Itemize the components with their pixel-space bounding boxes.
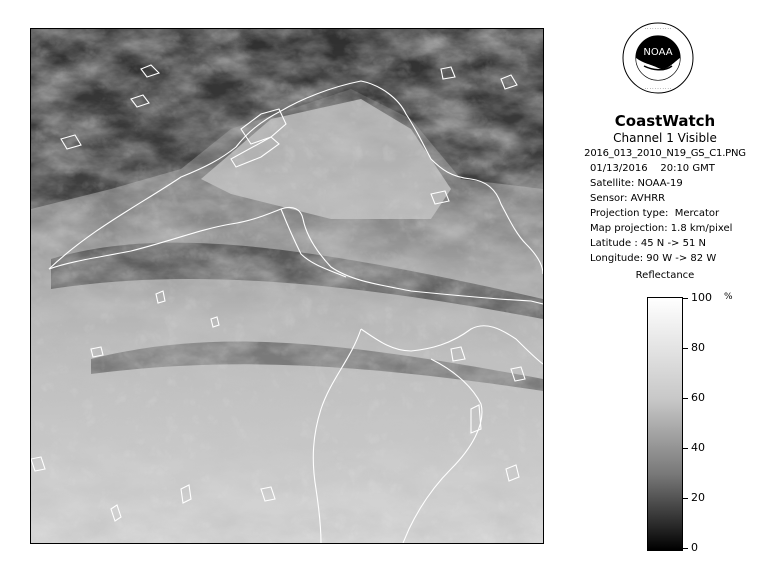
- colorbar-tick-label: 80: [691, 341, 705, 354]
- colorbar-tick-label: 100: [691, 291, 712, 304]
- colorbar-tickmark: [682, 448, 688, 449]
- projection-type-label: Projection type: Mercator: [590, 208, 720, 219]
- svg-text:· · · · · · · · · · ·: · · · · · · · · · · ·: [644, 26, 672, 31]
- colorbar-tickmark: [682, 548, 688, 549]
- colorbar-unit: %: [724, 292, 733, 302]
- colorbar-tickmark: [682, 298, 688, 299]
- latitude-label: Latitude : 45 N -> 51 N: [590, 238, 706, 249]
- product-title: CoastWatch: [614, 112, 716, 130]
- colorbar-tick-label: 60: [691, 391, 705, 404]
- colorbar-title: Reflectance: [635, 270, 695, 281]
- satellite-map-svg: [31, 29, 543, 543]
- colorbar-tickmark: [682, 348, 688, 349]
- colorbar-tickmark: [682, 398, 688, 399]
- colorbar-tick-label: 0: [691, 541, 698, 554]
- svg-text:· · · · · · · · · · ·: · · · · · · · · · · ·: [644, 86, 672, 91]
- sensor-label: Sensor: AVHRR: [590, 193, 666, 204]
- filename-label: 2016_013_2010_N19_GS_C1.PNG: [584, 148, 746, 159]
- date-time-label: 01/13/2016 20:10 GMT: [590, 163, 715, 174]
- info-panel: [560, 112, 770, 281]
- colorbar-tickmark: [682, 498, 688, 499]
- reflectance-colorbar: [647, 297, 683, 551]
- colorbar-tick-label: 40: [691, 441, 705, 454]
- longitude-label: Longitude: 90 W -> 82 W: [590, 253, 717, 264]
- colorbar-tick-label: 20: [691, 491, 705, 504]
- satellite-label: Satellite: NOAA-19: [590, 178, 683, 189]
- satellite-image: [30, 28, 544, 544]
- map-projection-label: Map projection: 1.8 km/pixel: [590, 223, 733, 234]
- logo-text: NOAA: [643, 47, 673, 58]
- noaa-logo: [622, 22, 694, 94]
- metadata-list: [590, 161, 770, 266]
- channel-subtitle: Channel 1 Visible: [613, 131, 717, 145]
